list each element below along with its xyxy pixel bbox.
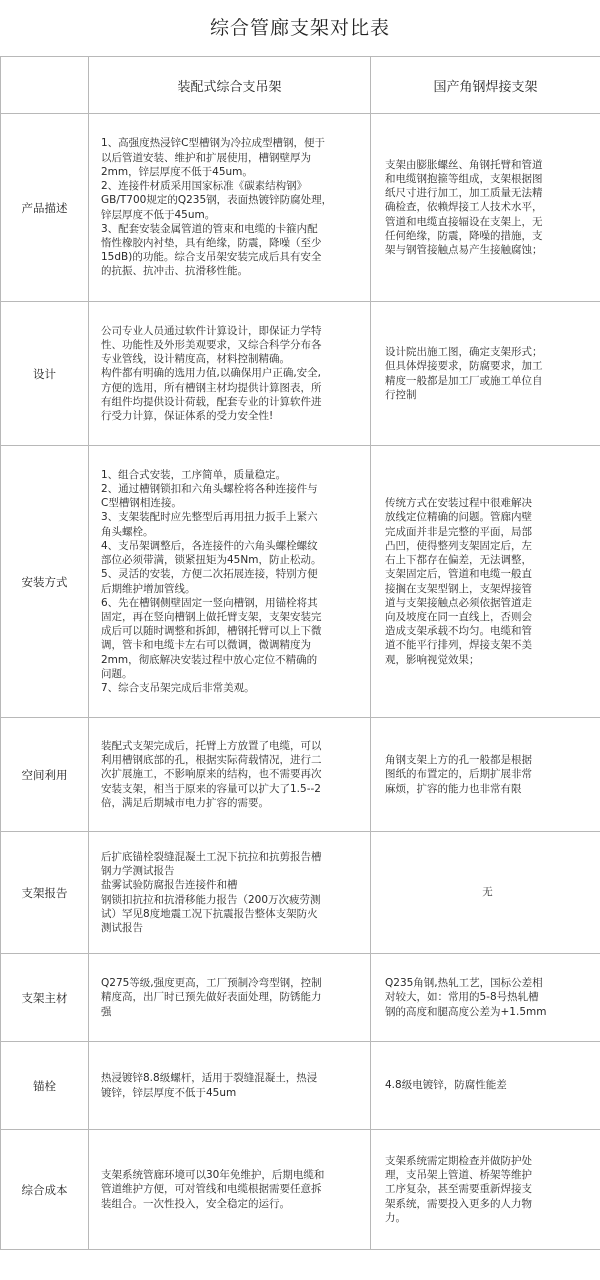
text-line: 行受力计算，保证体系的受力安全性! [101, 410, 274, 422]
prefab-support-cell [89, 114, 371, 302]
text-line: 观，影响视觉效果； [385, 653, 480, 666]
welded-support-cell [371, 832, 600, 954]
text-line: 工序复杂，甚至需要重新焊接支 [385, 1183, 532, 1196]
text-line: 问题。 [101, 667, 133, 680]
row-label: 空间利用 [1, 718, 89, 832]
header-corner [1, 57, 89, 114]
prefab-support-cell [89, 832, 371, 954]
text-line: 支架固定后，管道和电缆一般直 [385, 568, 532, 581]
table-row [1, 954, 600, 1042]
row-label: 支架报告 [1, 832, 89, 954]
row-label: 综合成本 [1, 1130, 89, 1250]
text-line: 钢的高度和腿高度公差为+1.5mm [385, 1005, 547, 1018]
text-line: Q235角钢,热轧工艺，国标公差相 [385, 977, 543, 990]
text-line: 利用槽钢底部的孔，根据实际荷载情况，进行二 [101, 754, 322, 767]
text-line: 道与支架接触点必须依据管道走 [385, 596, 532, 609]
header-prefab-support: 装配式综合支吊架 [89, 57, 371, 114]
row-label: 支架主材 [1, 954, 89, 1042]
text-line: 后期维护增加管线。 [101, 582, 196, 595]
prefab-support-cell [89, 1042, 371, 1130]
table-header-row [1, 57, 600, 114]
text-line: 惰性橡胶内衬垫，具有绝缘，防震，降噪（至少 [101, 236, 322, 249]
text-line: 试）罕见8度地震工况下抗震报告整体支架防火 [101, 907, 318, 920]
table-row [1, 114, 600, 302]
table-row [1, 446, 600, 718]
row-label: 锚栓 [1, 1042, 89, 1130]
welded-support-cell [371, 1042, 600, 1130]
text-line: 公司专业人员通过软件计算设计，即保证力学特 [101, 324, 322, 337]
welded-support-cell [371, 954, 600, 1042]
comparison-table [0, 56, 600, 1250]
welded-support-cell [371, 302, 600, 446]
text-line: 构件都有明确的选用力值,以确保用户正确,安全, [101, 367, 322, 380]
text-line: 支架系统需定期检查并做防护处 [385, 1154, 532, 1167]
prefab-support-cell [89, 446, 371, 718]
text-line: 造成支架承载不均匀。电缆和管 [385, 625, 532, 638]
text-line: 3、支架装配时应先整型后再用扭力扳手上紧六 [101, 511, 318, 524]
text-line: 精度高，出厂时已预先做好表面处理，防锈能力 [101, 991, 322, 1004]
text-line: 确检查，依赖焊接工人技术水平， [385, 201, 543, 214]
text-line: 道不能平行排列，焊接支架不美 [385, 639, 532, 652]
text-line: 支架由膨胀螺丝、角钢托臂和管道 [385, 158, 543, 171]
text-line: 钢锁扣抗拉和抗滑移能力报告（200万次疲劳测 [101, 893, 321, 906]
text-line: 安装支架，相当于原来的容量可以扩大了1.5--2 [101, 782, 321, 795]
text-line: 但具体焊接要求，防腐要求，加工 [385, 360, 543, 373]
text-line: 架系统，需要投入更多的人力物 [385, 1197, 532, 1210]
text-line: 任何绝缘，防震，降噪的措施，支 [385, 229, 543, 242]
text-line: 成后可以随时调整和拆卸，槽钢托臂可以上下微 [101, 625, 322, 638]
text-line: 理，支吊架上管道、桥架等维护 [385, 1169, 532, 1182]
text-line: 支架系统管廊环境可以30年免维护，后期电缆和 [101, 1169, 325, 1182]
text-line: 性、功能性及外形美观要求，又综合科学分布各 [101, 338, 322, 351]
text-line: 4.8级电镀锌，防腐性能差 [385, 1079, 507, 1092]
text-line: 1、高强度热浸锌C型槽钢为冷拉成型槽钢，便于 [101, 137, 326, 150]
text-line: 接搁在支架型钢上，支架焊接管 [385, 582, 532, 595]
text-line: 对较大，如：常用的5-8号热轧槽 [385, 991, 539, 1004]
welded-support-cell [371, 446, 600, 718]
text-line: 6、先在槽钢侧壁固定一竖向槽钢，用锚栓将其 [101, 596, 318, 609]
text-line: 放线定位精确的问题。管廊内壁 [385, 511, 532, 524]
text-line: 倍，满足后期城市电力扩容的需要。 [101, 796, 269, 809]
text-line: 2、连接件材质采用国家标准《碳素结构钢》 [101, 180, 308, 193]
page-title: 综合管廊支架对比表 [209, 17, 390, 39]
text-line: 有组件均提供设计荷载，配套专业的计算软件进 [101, 395, 322, 408]
text-line: 钢力学测试报告 [101, 865, 175, 878]
row-label: 产品描述 [1, 114, 89, 302]
text-line: 右上下都存在偏差，无法调整， [385, 554, 532, 567]
text-line: GB/T700规定的Q235钢，表面热镀锌防腐处理， [101, 194, 333, 207]
welded-support-cell [371, 114, 600, 302]
text-line: 热浸镀锌8.8级螺杆，适用于裂缝混凝土，热浸 [101, 1072, 318, 1085]
text-line: 调，管卡和电缆卡左右可以微调，微调精度为 [101, 639, 311, 652]
text-line: 完成面并非是完整的平面，局部 [385, 525, 532, 538]
row-label: 安装方式 [1, 446, 89, 718]
table-body [1, 114, 600, 1250]
text-line: 管道和电缆直接辐设在支架上，无 [385, 215, 543, 228]
text-line: 无 [482, 886, 493, 899]
text-line: 专业管线，设计精度高，材料控制精确。 [101, 353, 290, 366]
text-line: 设计院出施工图，确定支架形式； [385, 346, 543, 359]
table-row [1, 1042, 600, 1130]
text-line: 图纸的布置定的，后期扩展非常 [385, 768, 532, 781]
text-line: 5、灵活的安装，方便二次拓展连接，特别方便 [101, 568, 318, 581]
text-line: 盐雾试验防腐报告连接件和槽 [101, 879, 238, 892]
welded-support-cell [371, 718, 600, 832]
text-line: 装配式支架完成后，托臂上方放置了电缆，可以 [101, 739, 322, 752]
text-line: 2mm，锌层厚度不低于45um。 [101, 165, 253, 178]
prefab-support-cell [89, 954, 371, 1042]
table-row [1, 832, 600, 954]
text-line: 镀锌，锌层厚度不低于45um [101, 1086, 237, 1099]
text-line: 15dB)的功能。综合支吊架安装完成后具有安全 [101, 251, 322, 264]
text-line: 7、综合支吊架完成后非常美观。 [101, 681, 255, 694]
text-line: C型槽钢相连接。 [101, 497, 182, 510]
text-line: 角钢支架上方的孔一般都是根据 [385, 754, 532, 767]
text-line: 装组合。一次性投入，安全稳定的运行。 [101, 1197, 290, 1210]
header-welded-support: 国产角钢焊接支架 [371, 57, 600, 114]
text-line: 纸尺寸进行加工，加工质量无法精 [385, 187, 543, 200]
text-line: 次扩展施工，不影响原来的结构，也不需要再次 [101, 768, 322, 781]
table-row [1, 718, 600, 832]
text-line: 麻烦，扩容的能力也非常有限 [385, 782, 522, 795]
text-line: 2、通过槽钢锁扣和六角头螺栓将各种连接件与 [101, 483, 318, 496]
text-line: 力。 [385, 1211, 406, 1224]
text-line: 后扩底锚栓裂缝混凝土工況下抗拉和抗剪报告槽 [101, 850, 322, 863]
text-line: 方便的选用，所有槽钢主材均提供计算图表，所 [101, 381, 322, 394]
text-line: 强 [101, 1005, 112, 1018]
text-line: 部位必须带满，锁紧扭矩为45Nm，防止松动。 [101, 554, 322, 567]
text-line: 和电缆钢抱箍等组成，支架根据图 [385, 172, 543, 185]
text-line: 测试报告 [101, 921, 143, 934]
table-row [1, 1130, 600, 1250]
text-line: 管道维护方便，可对管线和电缆根据需要任意拆 [101, 1183, 322, 1196]
text-line: 架与钢管接触点易产生接触腐蚀； [385, 244, 543, 256]
text-line: 行控制 [385, 388, 417, 401]
text-line: 4、支吊架调整后，各连接件的六角头螺栓螺纹 [101, 539, 318, 552]
prefab-support-cell [89, 1130, 371, 1250]
welded-support-cell [371, 1130, 600, 1250]
text-line: 1、组合式安装，工序简单，质量稳定。 [101, 468, 287, 481]
text-line: 的抗振、抗冲击、抗滑移性能。 [101, 265, 248, 278]
text-line: 角头螺栓。 [101, 525, 154, 538]
prefab-support-cell [89, 718, 371, 832]
text-line: 2mm，彻底解决安装过程中放心定位不精确的 [101, 653, 318, 666]
text-line: 精度一般都是加工厂或施工单位自 [385, 374, 543, 387]
text-line: 以后管道安装、维护和扩展使用，槽钢壁厚为 [101, 151, 311, 164]
text-line: 向及坡度在同一直线上，否则会 [385, 610, 532, 623]
text-line: 凸凹，使得整列支架固定后，左 [385, 539, 532, 552]
table-row [1, 302, 600, 446]
text-line: Q275等级,强度更高，工厂预制冷弯型钢，控制 [101, 977, 322, 990]
text-line: 锌层厚度不低于45um。 [101, 208, 216, 221]
text-line: 固定，再在竖向槽钢上做托臂支架，支架安装完 [101, 610, 322, 623]
prefab-support-cell [89, 302, 371, 446]
row-label: 设计 [1, 302, 89, 446]
text-line: 3、配套安装金属管道的管束和电缆的卡箍内配 [101, 222, 318, 235]
text-line: 传统方式在安装过程中很难解决 [385, 497, 532, 510]
